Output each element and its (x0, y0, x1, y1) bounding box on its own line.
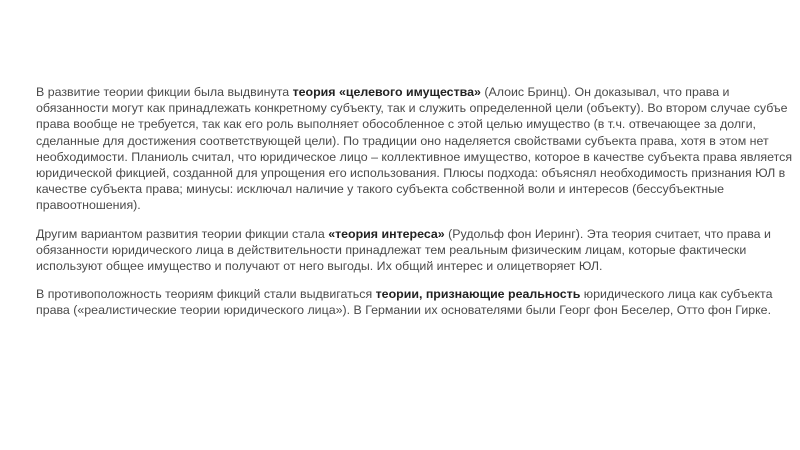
document-body (36, 84, 792, 331)
text-line (36, 133, 792, 149)
text-run: (Алоис Бринц). Он доказывал, что права и (480, 85, 730, 99)
text-line (36, 84, 792, 100)
text-run: В развитие теории фикции была выдвинута (36, 85, 293, 99)
text-line (36, 149, 792, 165)
text-run: права («реалистические теории юридического лица»). В Германии их основателями были Георг фон Беселер, Отто фон Гирке. (36, 303, 772, 318)
bold-term: теория «целевого имущества» (292, 85, 481, 99)
text-line (36, 226, 792, 242)
text-run: сделанные для достижения соответствующей цели). По традиции оно наделяется свойствами субъекта права, хотя в этом нет (36, 133, 769, 148)
text-run: юридического лица как субъекта (580, 287, 773, 302)
text-line (36, 242, 792, 258)
text-line (36, 165, 792, 181)
text-run: обязанности юридического лица в действительности принадлежат тем реальным физическим лицам, которые фактически (36, 242, 747, 257)
text-line (36, 197, 792, 213)
bold-term: «теория интереса» (328, 226, 445, 241)
text-line (36, 116, 792, 132)
paragraph-interest-theory (36, 226, 792, 275)
text-run: права вообще не требуется, так как его роль выполняет обособленное с этой целью имущество (в т.ч. отвечающее за долги, (36, 117, 756, 132)
text-run: качестве субъекта права; минусы: исключал наличие у такого субъекта собственной воли и интересов (бессубъектные (36, 182, 725, 197)
text-line (36, 302, 792, 318)
text-run: правоотношения). (36, 198, 141, 213)
text-line (36, 181, 792, 197)
bold-term: теории, признающие реальность (375, 287, 581, 302)
text-run: Другим вариантом развития теории фикции стала (36, 226, 329, 241)
text-run: используют общее имущество и получают от него выгоды. Их общий интерес и олицетворяет ЮЛ. (36, 259, 603, 274)
paragraph-realist-theories (36, 286, 792, 318)
text-line (36, 258, 792, 274)
text-line (36, 100, 792, 116)
text-run: необходимости. Планиоль считал, что юридическое лицо – коллективное имущество, которое в качестве субъекта права является (36, 149, 792, 164)
text-run: В противоположность теориям фикций стали выдвигаться (36, 287, 376, 302)
text-run: обязанности могут как принадлежать конкретному субъекту, так и служить определенной цели (объекту). Во втором случае субъе (36, 101, 788, 116)
text-line (36, 286, 792, 302)
paragraph-target-property-theory (36, 84, 792, 214)
text-run: юридической фикцией, созданной для упрощения его использования. Плюсы подхода: объяснял необходимость признания ЮЛ в (36, 166, 786, 181)
text-run: (Рудольф фон Иеринг). Эта теория считает, что права и (444, 226, 771, 241)
